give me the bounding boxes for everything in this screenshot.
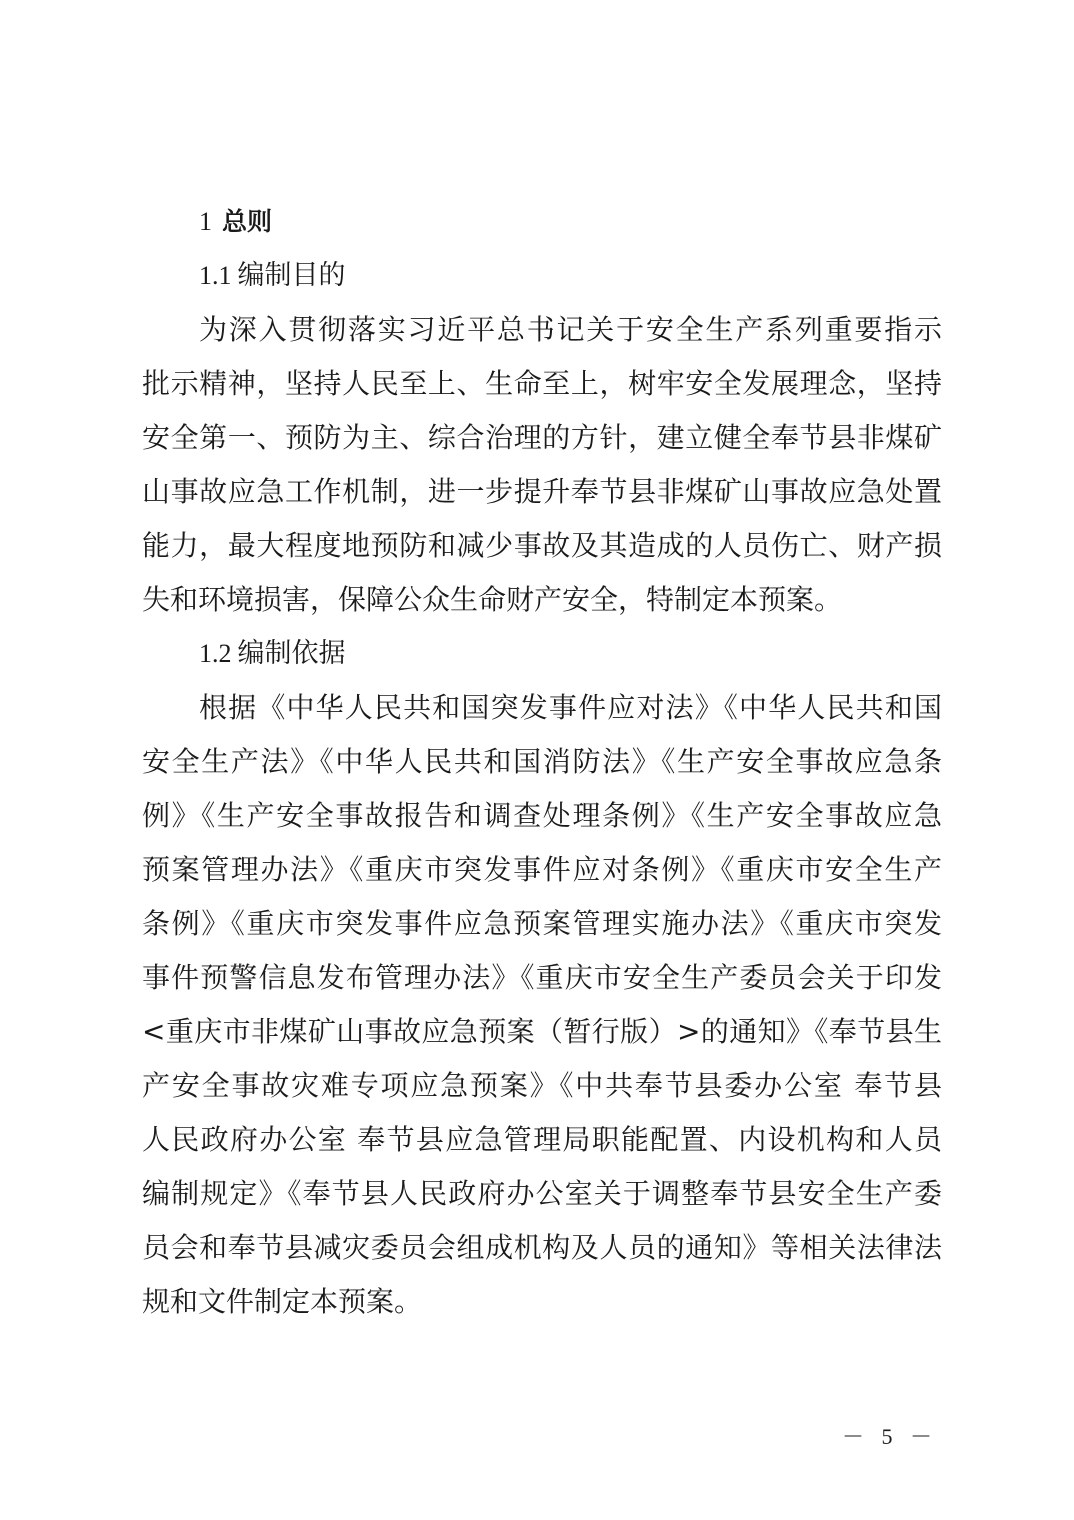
paragraph-line: 山事故应急工作机制，进一步提升奉节县非煤矿山事故应急处置 (142, 475, 942, 508)
paragraph-line: 失和环境损害，保障公众生命财产安全，特制定本预案。 (142, 583, 843, 616)
paragraph-line: 为深入贯彻落实习近平总书记关于安全生产系列重要指示 (199, 313, 942, 346)
section-1-1-number: 1.1 (199, 261, 232, 290)
paragraph-line: 根据《中华人民共和国突发事件应对法》《中华人民共和国 (199, 691, 942, 724)
paragraph-line: 员会和奉节县减灾委员会组成机构及人员的通知》等相关法律法 (142, 1231, 942, 1264)
paragraph-line: 批示精神，坚持人民至上、生命至上，树牢安全发展理念，坚持 (142, 367, 942, 400)
section-1-title: 总则 (222, 207, 273, 236)
paragraph-line: 产安全事故灾难专项应急预案》《中共奉节县委办公室 奉节县 (142, 1069, 942, 1102)
paragraph-line: 安全第一、预防为主、综合治理的方针，建立健全奉节县非煤矿 (142, 421, 942, 454)
paragraph-line: 规和文件制定本预案。 (142, 1285, 423, 1318)
page-number: － 5 － (841, 1424, 938, 1449)
paragraph-line: 预案管理办法》《重庆市突发事件应对条例》《重庆市安全生产 (142, 853, 942, 886)
paragraph-line: 例》《生产安全事故报告和调查处理条例》《生产安全事故应急 (142, 799, 942, 832)
paragraph-line: 人民政府办公室 奉节县应急管理局职能配置、内设机构和人员 (142, 1123, 942, 1156)
section-1-2-heading (199, 634, 346, 674)
paragraph-line: 条例》《重庆市突发事件应急预案管理实施办法》《重庆市突发 (142, 907, 942, 940)
paragraph-line: 事件预警信息发布管理办法》《重庆市安全生产委员会关于印发 (142, 961, 942, 994)
section-1-2-title: 编制依据 (237, 638, 346, 669)
paragraph-line: 安全生产法》《中华人民共和国消防法》《生产安全事故应急条 (142, 745, 942, 778)
section-1-1-heading (199, 256, 346, 296)
paragraph-line: 编制规定》《奉节县人民政府办公室关于调整奉节县安全生产委 (142, 1177, 942, 1210)
section-1-1-title: 编制目的 (237, 260, 346, 291)
section-1-2-number: 1.2 (199, 639, 232, 668)
section-1-heading (199, 202, 272, 242)
section-1-number: 1 (199, 207, 212, 236)
paragraph-line: 能力，最大程度地预防和减少事故及其造成的人员伤亡、财产损 (142, 529, 942, 562)
paragraph-line: <重庆市非煤矿山事故应急预案（暂行版）>的通知》《奉节县生 (142, 1015, 942, 1048)
